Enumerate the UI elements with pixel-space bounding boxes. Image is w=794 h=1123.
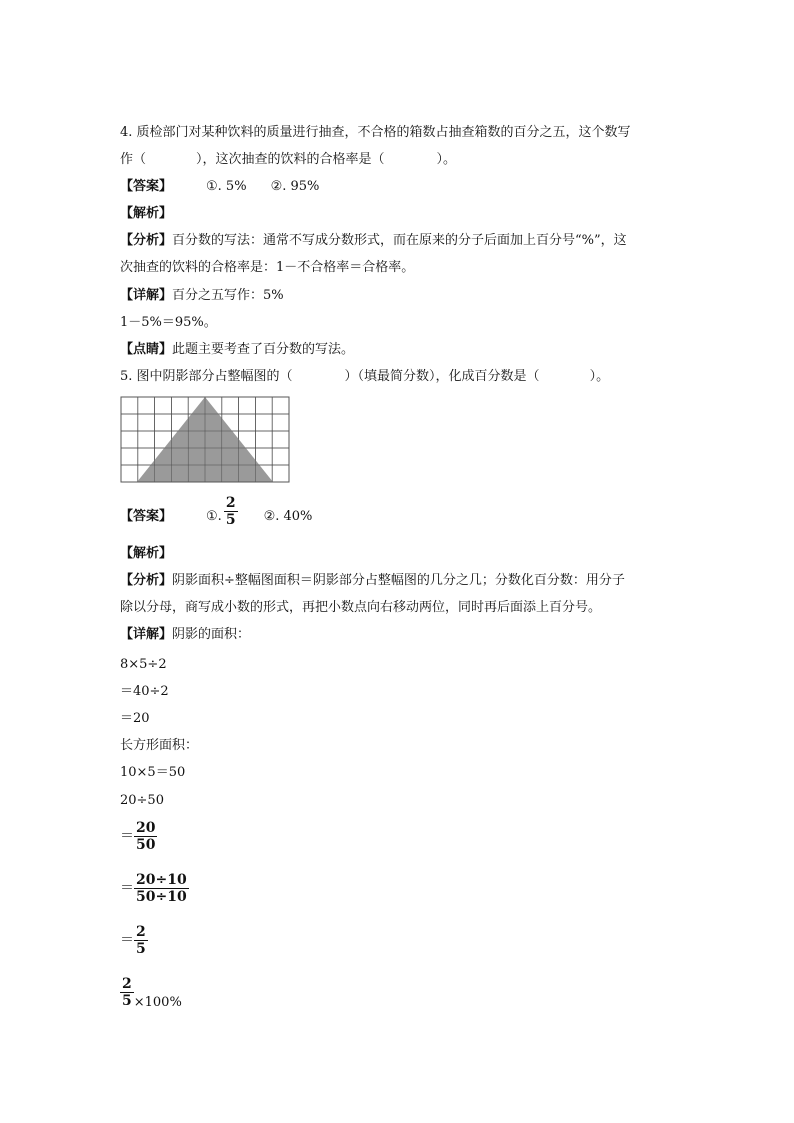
q4-stem-part-c: ）。 [436, 152, 457, 167]
q5-answer-tag: 【答案】 [120, 509, 173, 524]
q5-calc-line-2: ＝40÷2 [120, 684, 169, 699]
q5-analysis-tag: 【解析】 [120, 546, 173, 561]
fraction-numerator: 2 [136, 924, 146, 940]
q4-detail-tag: 【详解】 [120, 288, 173, 303]
q5-fenxi-line1 [120, 572, 625, 590]
q5-answer-1-prefix: ①. [206, 509, 222, 524]
q4-detail-text-1: 百分之五写作：5% [172, 288, 284, 303]
q4-answer-tag: 【答案】 [120, 179, 173, 194]
fraction-divided-by-10 [134, 872, 189, 905]
q4-stem-line2 [120, 151, 456, 169]
q4-answer-line [120, 178, 319, 196]
q5-fraction-step-4 [120, 976, 182, 1012]
fraction-denominator: 5 [122, 993, 132, 1009]
times-100-percent: ×100% [133, 995, 182, 1010]
q5-stem-line1 [120, 368, 609, 386]
fraction-numerator: 2 [225, 495, 236, 511]
q5-stem-part-b: ）（填最简分数），化成百分数是（ [344, 369, 540, 384]
equals-sign: ＝ [120, 932, 134, 949]
q4-point-text: 此题主要考查了百分数的写法。 [172, 342, 355, 357]
q5-fenxi-tag: 【分析】 [120, 573, 173, 588]
fraction-denominator: 5 [225, 512, 236, 528]
q4-detail-line1 [120, 287, 284, 305]
q4-analysis-tag: 【解析】 [120, 206, 173, 221]
fraction-numerator: 20 [136, 820, 156, 836]
q5-detail-line1 [120, 626, 250, 644]
q5-calc-line-4: 10×5＝50 [120, 765, 186, 780]
q4-point-tag: 【点睛】 [120, 342, 173, 357]
fraction-2-5 [120, 976, 134, 1009]
q4-detail-line2: 1－5%＝95%。 [120, 315, 217, 330]
q5-detail-tag: 【详解】 [120, 627, 173, 642]
q4-fenxi-text-1: 百分数的写法：通常不写成分数形式，而在原来的分子后面加上百分号“%”，这 [172, 233, 627, 248]
fraction-denominator: 5 [136, 941, 146, 957]
fraction-20-50 [134, 820, 157, 853]
q5-calc-line-5: 20÷50 [120, 793, 164, 808]
q5-fraction-step-2 [120, 872, 189, 905]
q5-fraction-step-3 [120, 924, 148, 957]
q5-answer-line [120, 495, 312, 538]
fraction-2-5 [134, 924, 148, 957]
shaded-triangle-grid-figure [120, 396, 290, 484]
q5-fraction-step-1 [120, 820, 157, 853]
q5-stem-part-c: ）。 [589, 369, 610, 384]
fraction-denominator: 50÷10 [136, 889, 187, 905]
q4-fenxi-line1 [120, 232, 627, 250]
q4-fenxi-line2: 次抽查的饮料的合格率是：1－不合格率＝合格率。 [120, 260, 415, 275]
q5-detail-text-1: 阴影的面积： [172, 627, 251, 642]
q5-fenxi-line2: 除以分母，商写成小数的形式，再把小数点向右移动两位，同时再后面添上百分号。 [120, 600, 602, 615]
equals-sign: ＝ [120, 828, 134, 845]
q5-stem-part-a: 5. 图中阴影部分占整幅图的（ [120, 369, 293, 384]
q4-stem-part-b: ），这次抽查的饮料的合格率是（ [196, 152, 385, 167]
q4-answer-2: ②. 95% [270, 179, 320, 194]
q5-answer-2: ②. 40% [263, 509, 313, 524]
q5-calc-line-1: 8×5÷2 [120, 657, 167, 672]
fraction-numerator: 20÷10 [136, 872, 187, 888]
q5-answer-1-fraction [224, 495, 238, 528]
fraction-denominator: 50 [136, 837, 156, 853]
equals-sign: ＝ [120, 880, 134, 897]
q4-stem-line1: 4. 质检部门对某种饮料的质量进行抽查，不合格的箱数占抽查箱数的百分之五，这个数写 [120, 125, 631, 140]
q5-rect-area-label: 长方形面积： [120, 738, 199, 753]
q5-fenxi-text-1: 阴影面积÷整幅图面积＝阴影部分占整幅图的几分之几；分数化百分数：用分子 [172, 573, 625, 588]
fraction-numerator: 2 [122, 976, 132, 992]
q4-fenxi-tag: 【分析】 [120, 233, 173, 248]
q4-answer-1: ①. 5% [206, 179, 247, 194]
q4-point-line [120, 341, 354, 359]
q5-calc-line-3: ＝20 [120, 711, 150, 726]
q4-stem-part-a: 作（ [120, 152, 147, 167]
grid-lines-overlay [121, 397, 289, 482]
